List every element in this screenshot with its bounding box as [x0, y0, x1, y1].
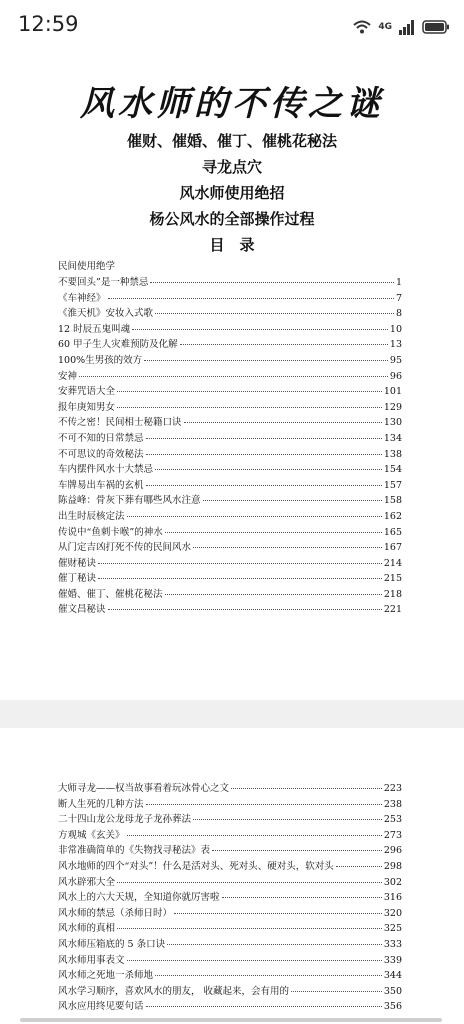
toc-entry-page: 253: [383, 814, 402, 826]
toc-leader-dots: [212, 850, 382, 851]
toc-leader-dots: [155, 975, 382, 976]
toc-leader-dots: [146, 804, 382, 805]
toc-entry[interactable]: [58, 858, 402, 874]
toc-entry[interactable]: [58, 336, 402, 352]
signal-icon: [398, 19, 416, 35]
toc-entry-page: 8: [395, 308, 402, 320]
toc-leader-dots: [165, 532, 382, 533]
toc-entry-title: 催丁秘诀: [58, 573, 97, 585]
toc-entry-title: 传说中“鱼刺卡喉”的神水: [58, 526, 163, 538]
toc-entry[interactable]: [58, 290, 402, 306]
toc-entry-title: 报年庚知男女: [58, 401, 116, 413]
toc-leader-dots: [150, 282, 394, 283]
toc-entry-page: 238: [383, 798, 402, 810]
toc-entry-page: 157: [383, 479, 402, 491]
table-of-contents: [58, 258, 402, 617]
toc-entry-page: 1: [395, 277, 402, 288]
toc-entry[interactable]: [58, 539, 402, 555]
toc-entry-title: 风水师的真相: [58, 923, 116, 935]
toc-entry[interactable]: [58, 967, 402, 983]
toc-leader-dots: [231, 788, 382, 789]
toc-entry-page: 214: [383, 557, 402, 569]
toc-entry-page: 215: [383, 573, 402, 585]
toc-entry[interactable]: [58, 874, 402, 890]
toc-entry-title: 风水学习顺序，喜欢风水的朋友， 收藏起来，会有用的: [58, 985, 290, 997]
toc-entry-page: 13: [389, 339, 402, 351]
toc-entry-title: 非常准确简单的《失物找寻秘法》表: [58, 845, 211, 857]
document-page-1: [0, 52, 464, 700]
toc-entry-page: 221: [383, 604, 402, 616]
toc-entry[interactable]: [58, 414, 402, 430]
toc-leader-dots: [167, 944, 382, 945]
toc-entry-page: 302: [383, 876, 402, 888]
toc-leader-dots: [180, 344, 388, 345]
toc-entry[interactable]: [58, 936, 402, 952]
document-title: 风水师的不传之谜: [80, 84, 384, 124]
toc-leader-dots: [98, 563, 382, 564]
toc-leader-dots: [336, 866, 382, 867]
status-icons: [352, 16, 450, 38]
toc-leader-dots: [291, 991, 382, 992]
toc-entry-page: 298: [383, 860, 402, 872]
toc-leader-dots: [127, 516, 382, 517]
toc-entry-title: 不可不知的日常禁忌: [58, 432, 144, 444]
toc-leader-dots: [108, 298, 394, 299]
toc-entry-title: 风水辟邪大全: [58, 876, 116, 888]
toc-entry[interactable]: [58, 601, 402, 617]
toc-entry[interactable]: [58, 383, 402, 399]
toc-leader-dots: [155, 469, 382, 470]
subtitle-2: 寻龙点穴: [201, 158, 262, 176]
toc-leader-dots: [193, 819, 382, 820]
toc-entry[interactable]: [58, 446, 402, 462]
toc-leader-dots: [174, 913, 382, 914]
toc-entry-title: 不要回头”是一种禁忌: [58, 277, 149, 288]
wifi-icon: [352, 19, 372, 35]
toc-leader-dots: [98, 578, 382, 579]
toc-entry-page: 10: [389, 323, 402, 335]
toc-entry-page: 339: [383, 954, 402, 966]
toc-entry-title: 风水师之死地一杀师地: [58, 970, 154, 982]
toc-leader-dots: [146, 485, 382, 486]
toc-leader-dots: [144, 360, 388, 361]
toc-entry-page: 134: [383, 432, 402, 444]
toc-entry-title: 二十四山龙公龙母龙子龙孙葬法: [58, 814, 192, 826]
toc-entry[interactable]: [58, 570, 402, 586]
toc-leader-dots: [79, 376, 388, 377]
toc-entry[interactable]: [58, 998, 402, 1014]
subtitle-4: 杨公风水的全部操作过程: [149, 210, 315, 228]
toc-entry-title: 不可思议的奇效秘法: [58, 448, 144, 460]
toc-entry[interactable]: [58, 399, 402, 415]
toc-leader-dots: [132, 329, 388, 330]
toc-entry-title: 催财秘诀: [58, 557, 97, 569]
toc-entry-page: 130: [383, 417, 402, 429]
toc-entry[interactable]: [58, 586, 402, 602]
network-type-label: 4G: [378, 22, 392, 32]
toc-entry[interactable]: [58, 983, 402, 999]
toc-leader-dots: [117, 928, 382, 929]
toc-entry[interactable]: [58, 352, 402, 368]
toc-entry-page: 138: [383, 448, 402, 460]
toc-entry[interactable]: [58, 842, 402, 858]
toc-entry[interactable]: [58, 321, 402, 337]
subtitle-3: 风水师使用绝招: [179, 184, 285, 202]
toc-entry-title: 安葬咒语大全: [58, 386, 116, 398]
toc-entry-page: 158: [383, 495, 402, 507]
page-gap: [0, 700, 464, 728]
toc-entry-title: 不传之密！民间相士秘籍口诀: [58, 417, 182, 429]
toc-entry[interactable]: [58, 780, 402, 796]
toc-entry-page: 165: [383, 526, 402, 538]
toc-entry-title: 出生时辰核定法: [58, 510, 125, 522]
toc-entry-title: 陈益峰：骨灰下葬有哪些风水注意: [58, 495, 201, 507]
toc-entry-title: 12 时辰五鬼叫魂: [58, 323, 131, 335]
subtitle-1: 催财、催婚、催丁、催桃花秘法: [126, 132, 337, 150]
toc-entry-page: 350: [383, 985, 402, 997]
toc-entry[interactable]: [58, 430, 402, 446]
toc-leader-dots: [127, 960, 382, 961]
horizontal-scrollbar[interactable]: [20, 1018, 442, 1022]
clock: 12:59: [18, 12, 79, 36]
toc-entry-page: 296: [383, 845, 402, 857]
toc-entry-page: 101: [383, 386, 402, 398]
toc-entry[interactable]: [58, 477, 402, 493]
toc-entry[interactable]: [58, 796, 402, 812]
table-of-contents-continued: [58, 780, 402, 1014]
toc-entry-title: 100%生男孩的效方: [58, 354, 143, 366]
toc-entry-page: 320: [383, 907, 402, 919]
toc-entry-page: 273: [383, 829, 402, 841]
toc-entry[interactable]: [58, 555, 402, 571]
toc-entry-title: 车牌易出车祸的玄机: [58, 479, 144, 491]
toc-entry-title: 催文昌秘诀: [58, 604, 106, 616]
toc-entry-title: 风水师压箱底的 5 条口诀: [58, 938, 166, 950]
toc-entry[interactable]: [58, 920, 402, 936]
toc-entry[interactable]: [58, 492, 402, 508]
toc-entry[interactable]: [58, 952, 402, 968]
toc-leader-dots: [146, 438, 382, 439]
toc-entry-title: 《车神经》: [58, 292, 106, 304]
toc-entry-title: 催婚、催丁、催桃花秘法: [58, 588, 163, 600]
toc-leader-dots: [155, 313, 394, 314]
toc-leader-dots: [222, 897, 382, 898]
toc-leader-dots: [146, 1006, 382, 1007]
toc-entry[interactable]: [58, 508, 402, 524]
toc-entry-title: 风水师的禁忌（杀师日时）: [58, 907, 173, 919]
toc-leader-dots: [127, 835, 382, 836]
toc-entry-title: 《淮天机》安妆入式歌: [58, 308, 154, 320]
toc-entry-title: 风水上的六大天规，全知道你就厉害啦: [58, 892, 220, 904]
toc-entry-page: 325: [383, 923, 402, 935]
toc-entry-title: 风水师用事表文: [58, 954, 125, 966]
toc-entry-page: 218: [383, 588, 402, 600]
toc-entry-page: 95: [389, 354, 402, 366]
toc-entry-title: 风水应用终见要句话: [58, 1001, 144, 1013]
toc-entry-page: 96: [389, 370, 402, 382]
toc-leader-dots: [193, 547, 382, 548]
toc-section-label: 民间使用绝学: [58, 261, 116, 272]
toc-entry[interactable]: [58, 368, 402, 384]
battery-icon: [422, 20, 450, 34]
document-page-2: [0, 728, 464, 1024]
toc-entry-title: 从门定吉凶打死不传的民间风水: [58, 542, 192, 554]
toc-entry-title: 方观城《玄关》: [58, 829, 125, 841]
toc-leader-dots: [165, 594, 382, 595]
toc-entry-page: 316: [383, 892, 402, 904]
toc-entry-title: 60 甲子生人灾难预防及化解: [58, 339, 178, 351]
toc-entry-title: 车内摆件风水十大禁忌: [58, 464, 154, 476]
toc-entry-title: 风水地师的四个“对头”！什么是活对头、死对头、硬对头，软对头: [58, 860, 334, 872]
toc-entry-page: 154: [383, 464, 402, 476]
toc-entry-page: 356: [383, 1001, 402, 1013]
toc-heading: 目 录: [209, 236, 255, 254]
toc-leader-dots: [117, 882, 382, 883]
toc-leader-dots: [184, 422, 382, 423]
status-bar: [0, 0, 464, 52]
toc-entry-page: 129: [383, 401, 402, 413]
toc-entry-page: 344: [383, 970, 402, 982]
toc-leader-dots: [117, 407, 382, 408]
toc-entry-title: 大师寻龙——权当故事看着玩冰骨心之文: [58, 783, 230, 794]
toc-entry-page: 167: [383, 542, 402, 554]
toc-entry[interactable]: [58, 524, 402, 540]
toc-entry-title: 断人生死的几种方法: [58, 798, 144, 810]
toc-entry[interactable]: [58, 305, 402, 321]
toc-entry[interactable]: [58, 889, 402, 905]
toc-entry-page: 162: [383, 510, 402, 522]
toc-entry[interactable]: [58, 274, 402, 290]
toc-entry-title: 安神: [58, 370, 78, 382]
toc-entry[interactable]: [58, 461, 402, 477]
toc-entry[interactable]: [58, 827, 402, 843]
toc-entry[interactable]: [58, 905, 402, 921]
toc-leader-dots: [117, 391, 382, 392]
toc-entry-page: 333: [383, 938, 402, 950]
toc-entry-page: 7: [395, 292, 402, 304]
toc-leader-dots: [146, 454, 382, 455]
toc-entry-page: 223: [383, 783, 402, 794]
toc-entry[interactable]: [58, 811, 402, 827]
toc-leader-dots: [108, 609, 382, 610]
toc-leader-dots: [203, 500, 382, 501]
